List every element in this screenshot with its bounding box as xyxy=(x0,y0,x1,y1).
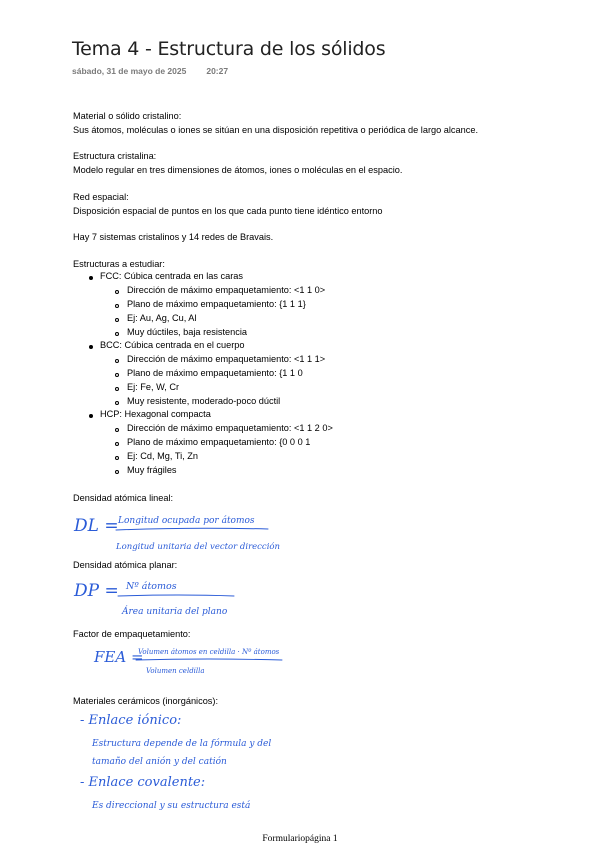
sub-bullet-icon xyxy=(115,290,119,294)
lineal-handwriting xyxy=(70,505,310,557)
estudiar-block xyxy=(73,258,165,272)
list-item: Muy dúctiles, baja resistencia xyxy=(127,327,248,337)
list-item: Ej: Cd, Mg, Ti, Zn xyxy=(127,451,198,461)
ceramicos-handwriting xyxy=(78,708,318,816)
structure-bcc-label: BCC: Cúbica centrada en el cuerpo xyxy=(100,340,245,350)
page-date: sábado, 31 de mayo de 2025 xyxy=(72,66,187,76)
sistemas-block xyxy=(73,231,273,245)
estudiar-heading: Estructuras a estudiar: xyxy=(73,259,165,269)
sub-bullet-icon xyxy=(115,304,119,308)
hw-text: Estructura depende de la fórmula y del xyxy=(92,739,272,749)
bullet-icon xyxy=(89,345,93,349)
sub-bullet-icon xyxy=(115,318,119,322)
list-item: Ej: Fe, W, Cr xyxy=(127,382,180,392)
hw-text: DL = xyxy=(74,516,119,536)
hw-text: Longitud unitaria del vector dirección xyxy=(116,542,280,552)
estructura-heading: Estructura cristalina: xyxy=(73,151,157,161)
structure-fcc-label: FCC: Cúbica centrada en las caras xyxy=(100,271,243,281)
hw-text: Longitud ocupada por átomos xyxy=(118,516,255,526)
hw-text: Área unitaria del plano xyxy=(122,607,228,617)
structure-hcp-label: HCP: Hexagonal compacta xyxy=(100,409,211,419)
page-footer: Formulariopágina 1 xyxy=(262,834,338,844)
hw-text: FEA = xyxy=(94,648,144,666)
list-item: Ej: Au, Ag, Cu, Al xyxy=(127,313,197,323)
hw-text: Volumen átomos en celdilla · Nº átomos xyxy=(138,648,280,656)
hw-text: Volumen celdilla xyxy=(146,667,205,675)
list-item: Dirección de máximo empaquetamiento: <1 1 1> xyxy=(127,354,326,364)
material-heading: Material o sólido cristalino: xyxy=(73,111,182,121)
list-item: Plano de máximo empaquetamiento: {1 1 1} xyxy=(127,299,306,309)
list-item: Muy frágiles xyxy=(127,465,177,475)
hw-text: Es direccional y su estructura está xyxy=(92,801,251,811)
red-heading: Red espacial: xyxy=(73,192,129,202)
sub-bullet-icon xyxy=(115,373,119,377)
estructura-block xyxy=(73,150,402,177)
page-title: Tema 4 - Estructura de los sólidos xyxy=(72,38,386,60)
hw-text: DP = xyxy=(74,581,119,601)
hw-text: tamaño del anión y del catión xyxy=(92,757,227,767)
fea-handwriting xyxy=(90,640,310,682)
list-item: Muy resistente, moderado-poco dúctil xyxy=(127,396,281,406)
estructura-text: Modelo regular en tres dimensiones de átomos, iones o moléculas en el espacio. xyxy=(73,164,403,175)
sub-bullet-icon xyxy=(115,428,119,432)
ceramicos-heading: Materiales cerámicos (inorgánicos): xyxy=(73,696,219,706)
list-item: Dirección de máximo empaquetamiento: <1 1 2 0> xyxy=(127,423,333,433)
sub-bullet-icon xyxy=(115,456,119,460)
planar-heading: Densidad atómica planar: xyxy=(73,560,178,570)
planar-handwriting xyxy=(70,572,270,620)
page-timestamp xyxy=(72,66,228,76)
red-block xyxy=(73,191,383,218)
list-item: Dirección de máximo empaquetamiento: <1 1 0> xyxy=(127,285,326,295)
sub-bullet-icon xyxy=(115,442,119,446)
material-block xyxy=(73,110,478,137)
sub-bullet-icon xyxy=(115,470,119,474)
bullet-icon xyxy=(89,276,93,280)
hw-text: Nº átomos xyxy=(126,581,177,592)
hw-text: - Enlace covalente: xyxy=(80,775,206,790)
material-text: Sus átomos, moléculas o iones se sitúan en una disposición repetitiva o periódica de largo alcance. xyxy=(73,124,478,135)
list-item: Plano de máximo empaquetamiento: {0 0 0 1 xyxy=(127,437,311,447)
sub-bullet-icon xyxy=(115,359,119,363)
sub-bullet-icon xyxy=(115,401,119,405)
bullet-icon xyxy=(89,414,93,418)
page-time: 20:27 xyxy=(206,66,229,76)
sub-bullet-icon xyxy=(115,387,119,391)
hw-text: - Enlace iónico: xyxy=(80,713,182,728)
fea-heading: Factor de empaquetamiento: xyxy=(73,629,191,639)
red-text: Disposición espacial de puntos en los que cada punto tiene idéntico entorno xyxy=(73,205,383,216)
sub-bullet-icon xyxy=(115,332,119,336)
list-item: Plano de máximo empaquetamiento: {1 1 0 xyxy=(127,368,303,378)
lineal-heading: Densidad atómica lineal: xyxy=(73,493,174,503)
sistemas-text: Hay 7 sistemas cristalinos y 14 redes de Bravais. xyxy=(73,232,274,242)
